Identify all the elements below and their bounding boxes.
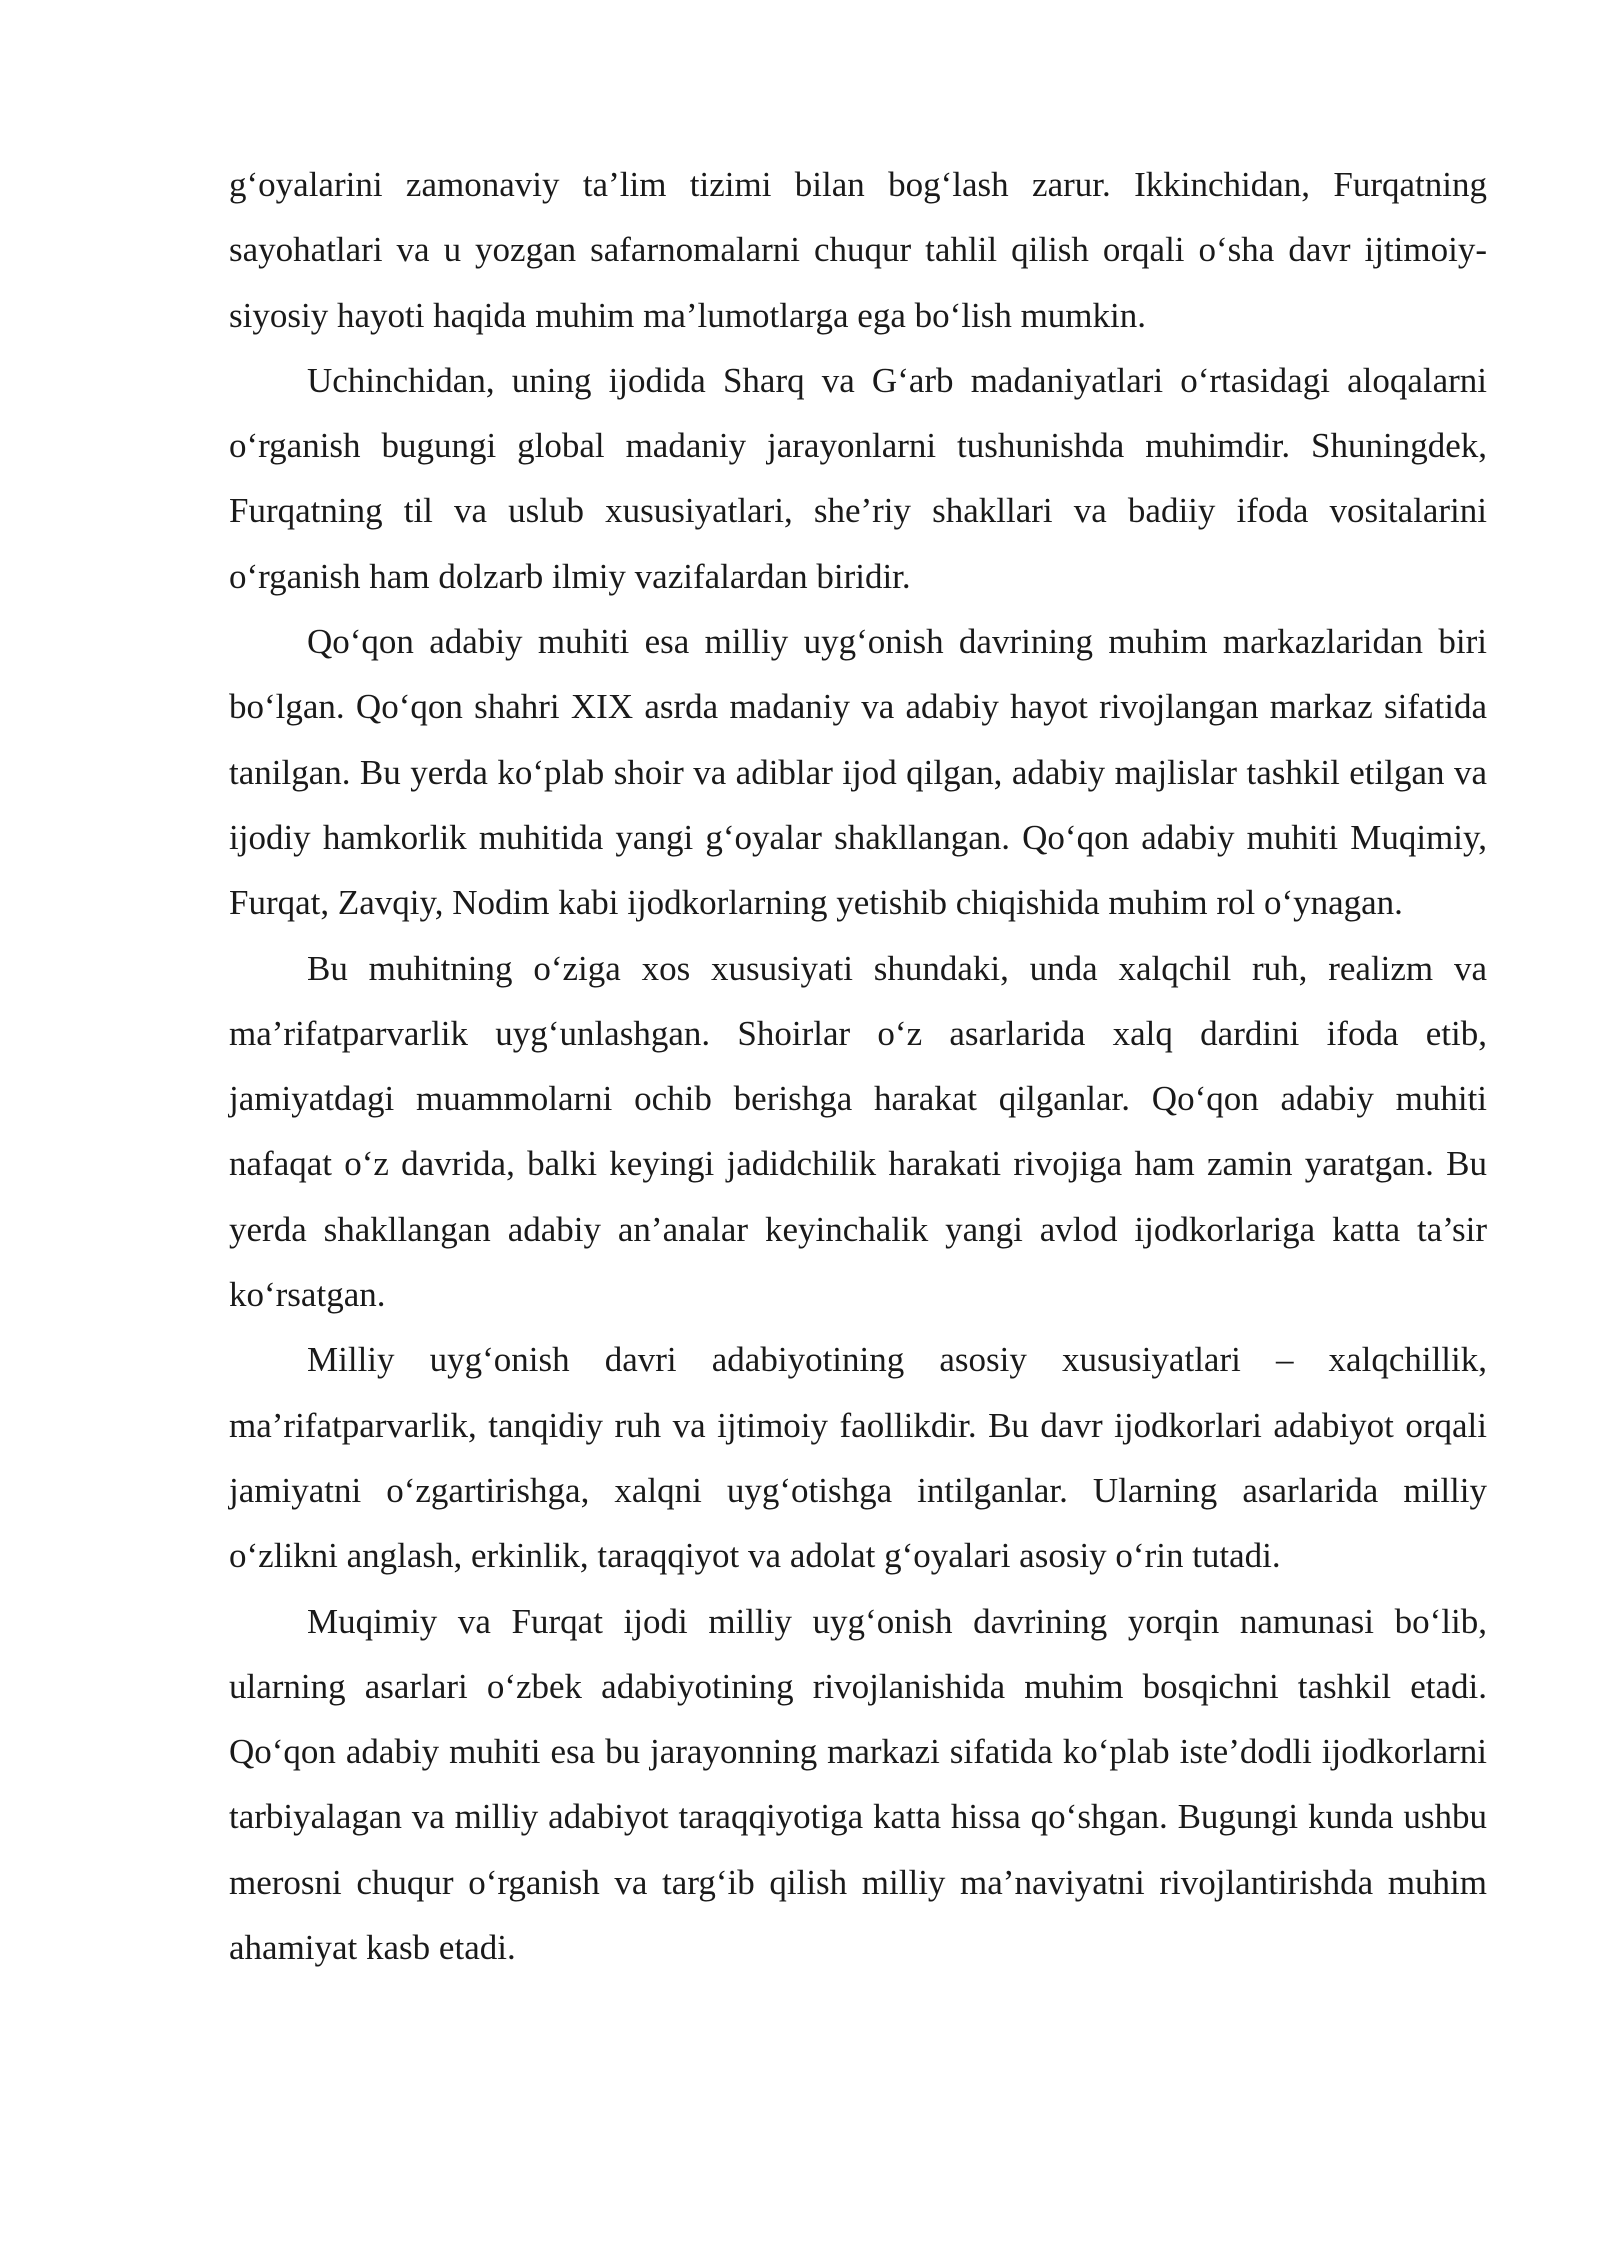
paragraph: Uchinchidan, uning ijodida Sharq va G‘arb madaniyatlari o‘rtasidagi aloqalarni o‘rganish bugungi global madaniy jarayonlarni tushunishda muhimdir. Shuningdek, Furqatning til va uslub xususiyatlari, she’riy shakllari va badiiy ifoda vositalarini o‘rganish ham dolzarb ilmiy vazifalardan biridir.	[229, 360, 1487, 596]
paragraph: Milliy uyg‘onish davri adabiyotining asosiy xususiyatlari – xalqchillik, ma’rifatparvarlik, tanqidiy ruh va ijtimoiy faollikdir. Bu davr ijodkorlari adabiyot orqali jamiyatni o‘zgartirishga, xalqni uyg‘otishga intilganlar. Ularning asarlarida milliy o‘zlikni anglash, erkinlik, taraqqiyot va adolat g‘oyalari asosiy o‘rin tutadi.	[229, 1340, 1487, 1576]
paragraph: Qo‘qon adabiy muhiti esa milliy uyg‘onish davrining muhim markazlaridan biri bo‘lgan. Qo‘qon shahri XIX asrda madaniy va adabiy hayot rivojlangan markaz sifatida tanilgan. Bu yerda ko‘plab shoir va adiblar ijod qilgan, adabiy majlislar tashkil etilgan va ijodiy hamkorlik muhitida yangi g‘oyalar shakllangan. Qo‘qon adabiy muhiti Muqimiy, Furqat, Zavqiy, Nodim kabi ijodkorlarning yetishib chiqishida muhim rol o‘ynagan.	[229, 622, 1487, 923]
paragraph: Muqimiy va Furqat ijodi milliy uyg‘onish davrining yorqin namunasi bo‘lib, ularning asarlari o‘zbek adabiyotining rivojlanishida muhim bosqichni tashkil etadi. Qo‘qon adabiy muhiti esa bu jarayonning markazi sifatida ko‘plab iste’dodli ijodkorlarni tarbiyalagan va milliy adabiyot taraqqiyotiga katta hissa qo‘shgan. Bugungi kunda ushbu merosni chuqur o‘rganish va targ‘ib qilish milliy ma’naviyatni rivojlantirishda muhim ahamiyat kasb etadi.	[229, 1601, 1487, 1968]
paragraph: Bu muhitning o‘ziga xos xususiyati shundaki, unda xalqchil ruh, realizm va ma’rifatparvarlik uyg‘unlashgan. Shoirlar o‘z asarlarida xalq dardini ifoda etib, jamiyatdagi muammolarni ochib berishga harakat qilganlar. Qo‘qon adabiy muhiti nafaqat o‘z davrida, balki keyingi jadidchilik harakati rivojiga ham zamin yaratgan. Bu yerda shakllangan adabiy an’analar keyinchalik yangi avlod ijodkorlariga katta ta’sir ko‘rsatgan.	[229, 948, 1487, 1315]
paragraph-continued: g‘oyalarini zamonaviy ta’lim tizimi bilan bog‘lash zarur. Ikkinchidan, Furqatning sayohatlari va u yozgan safarnomalarni chuqur tahlil qilish orqali o‘sha davr ijtimoiy-siyosiy hayoti haqida muhim ma’lumotlarga ega bo‘lish mumkin.	[229, 165, 1487, 335]
body-text	[229, 152, 1487, 1980]
